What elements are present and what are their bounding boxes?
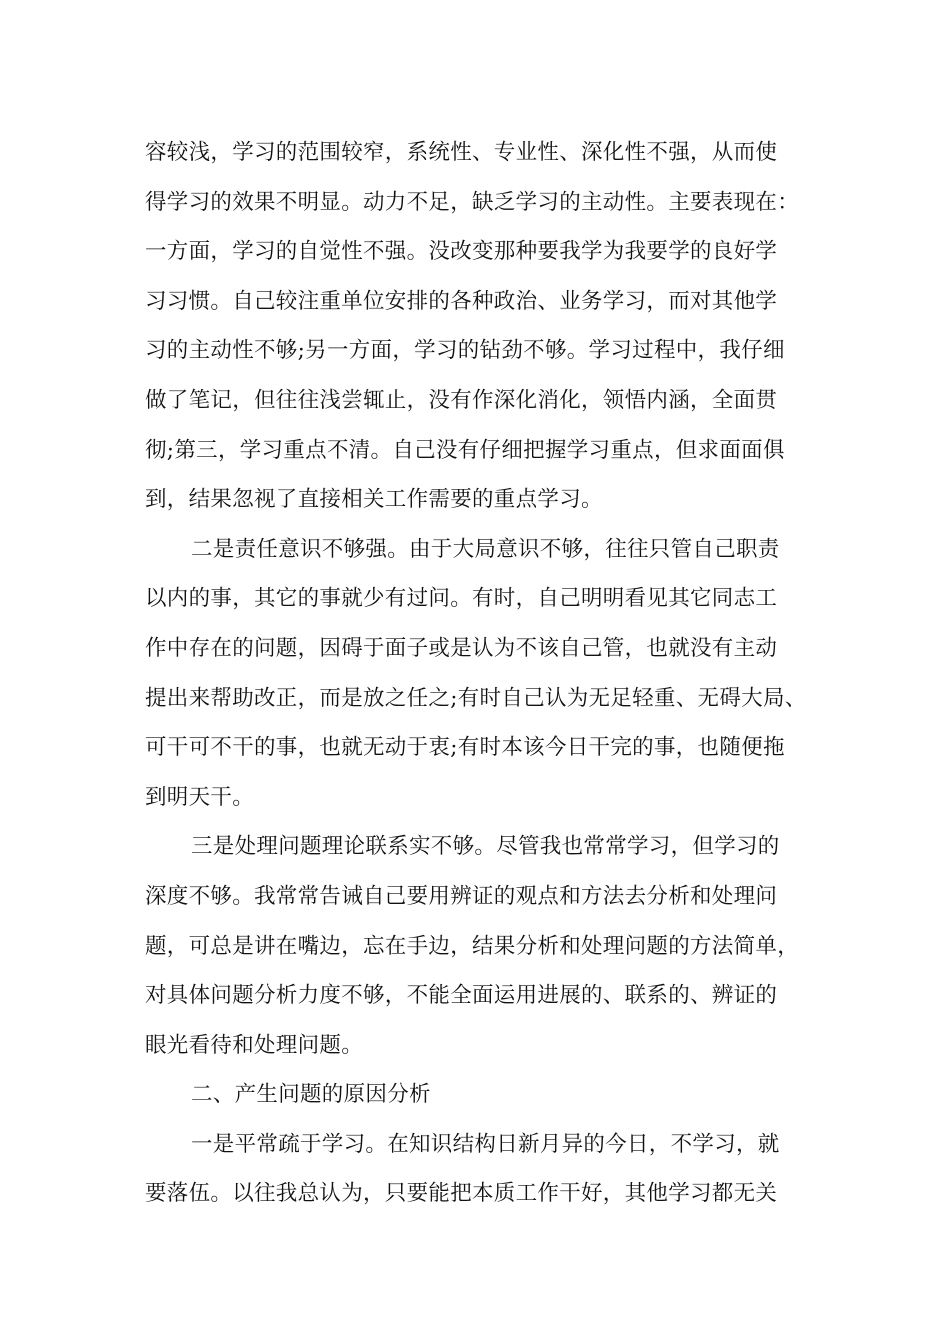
text-line: 题，可总是讲在嘴边，忘在手边，结果分析和处理问题的方法简单，: [145, 933, 800, 959]
text-line: 到明天干。: [145, 784, 255, 810]
text-line: 以内的事，其它的事就少有过问。有时，自己明明看见其它同志工: [145, 586, 778, 612]
text-line: 得学习的效果不明显。动力不足，缺乏学习的主动性。主要表现在：: [145, 189, 800, 215]
text-line: 容较浅，学习的范围较窄，系统性、专业性、深化性不强，从而使: [145, 140, 778, 165]
text-line: 一方面，学习的自觉性不强。没改变那种要我学为我要学的良好学: [145, 239, 778, 265]
section-heading: 二、产生问题的原因分析: [191, 1082, 431, 1108]
text-line: 作中存在的问题，因碍于面子或是认为不该自己管，也就没有主动: [145, 635, 778, 661]
paragraph-first-line: 三是处理问题理论联系实不够。尽管我也常常学习，但学习的: [191, 834, 780, 860]
document-body: [145, 128, 835, 1219]
text-line: 眼光看待和处理问题。: [145, 1032, 364, 1058]
text-line: 可干可不干的事，也就无动于衷;有时本该今日干完的事，也随便拖: [145, 735, 785, 761]
text-line: 到，结果忽视了直接相关工作需要的重点学习。: [145, 487, 603, 513]
text-line: 习习惯。自己较注重单位安排的各种政治、业务学习，而对其他学: [145, 288, 778, 314]
text-line: 要落伍。以往我总认为，只要能把本质工作干好，其他学习都无关: [145, 1181, 778, 1207]
text-line: 彻;第三，学习重点不清。自己没有仔细把握学习重点，但求面面俱: [145, 437, 785, 463]
text-line: 深度不够。我常常告诫自己要用辨证的观点和方法去分析和处理问: [145, 883, 778, 909]
text-line: 习的主动性不够;另一方面，学习的钻劲不够。学习过程中，我仔细: [145, 338, 785, 364]
text-line: 提出来帮助改正，而是放之任之;有时自己认为无足轻重、无碍大局、: [145, 685, 807, 711]
paragraph-first-line: 二是责任意识不够强。由于大局意识不够，往往只管自己职责: [191, 536, 780, 562]
text-line: 对具体问题分析力度不够，不能全面运用进展的、联系的、辨证的: [145, 983, 778, 1009]
text-line: 做了笔记，但往往浅尝辄止，没有作深化消化，领悟内涵，全面贯: [145, 387, 778, 413]
paragraph-first-line: 一是平常疏于学习。在知识结构日新月异的今日，不学习，就: [191, 1131, 780, 1157]
